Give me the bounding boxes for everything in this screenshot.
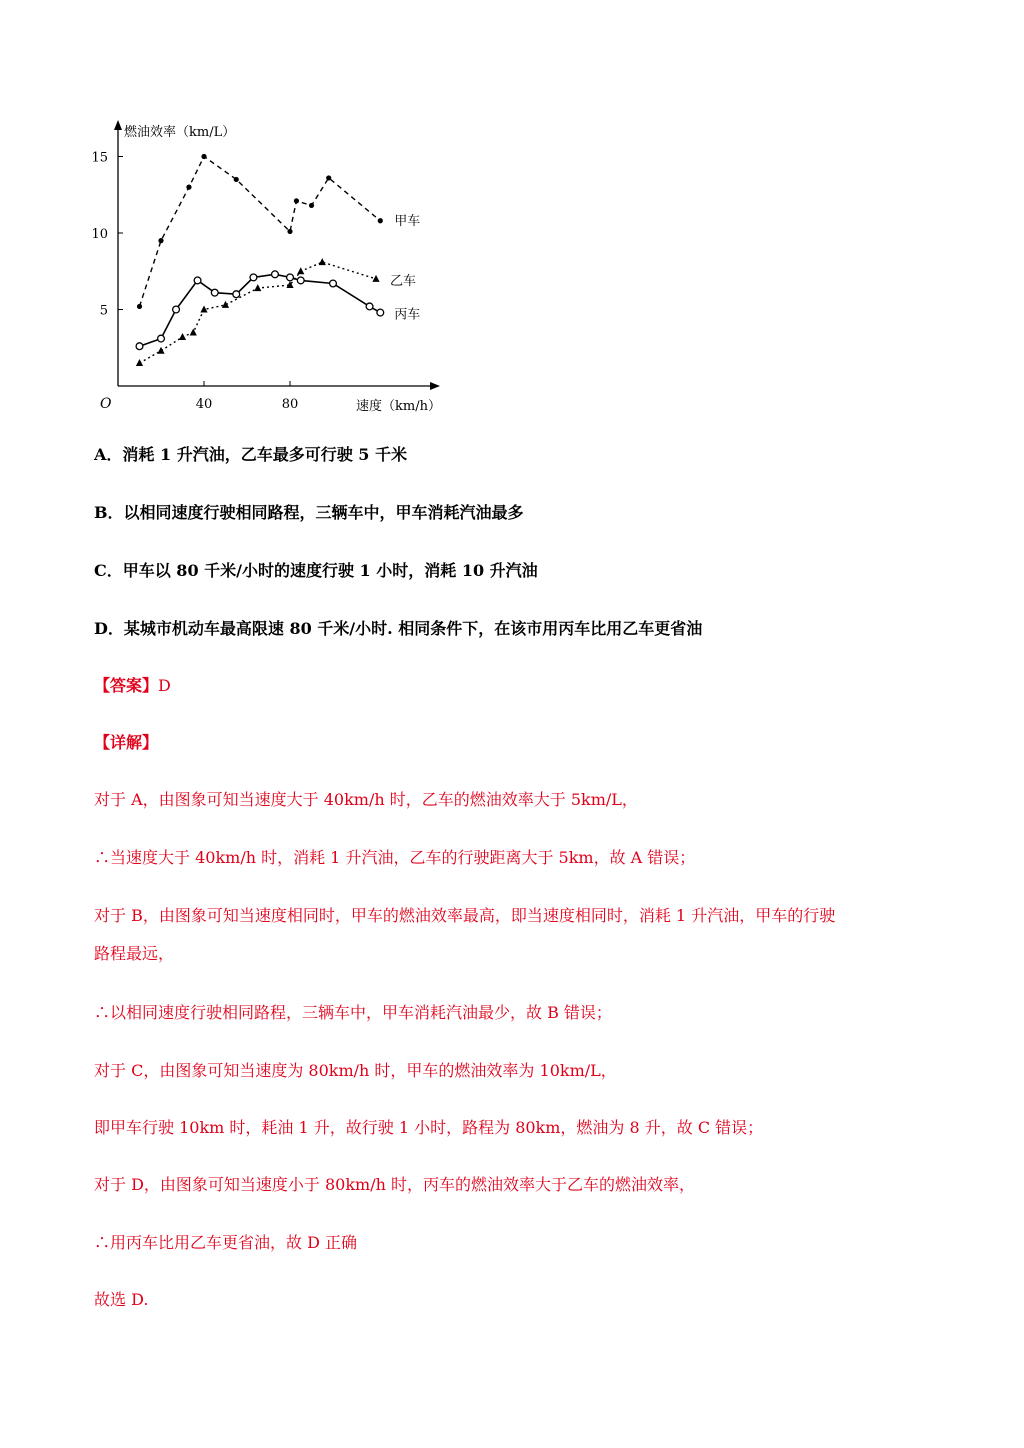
x-tick-label-80: 80 xyxy=(281,397,299,412)
x-axis-arrow xyxy=(430,382,440,390)
explain-line-9: ∴用丙车比用乙车更省油，故 D 正确 xyxy=(94,1233,358,1252)
series-1-point-5 xyxy=(222,301,229,308)
series-1 xyxy=(136,258,380,366)
series-0-point-9 xyxy=(378,218,383,223)
series-name-1: 乙车 xyxy=(390,273,417,289)
series-0-point-5 xyxy=(287,229,292,234)
answer-label: 【答案】 xyxy=(94,676,159,695)
series-2-point-7 xyxy=(272,271,279,278)
answer-line xyxy=(94,676,171,696)
series-2-point-12 xyxy=(377,309,384,316)
series-1-point-8 xyxy=(297,267,304,274)
series-2 xyxy=(136,271,384,350)
axes xyxy=(114,120,440,390)
fuel-efficiency-chart xyxy=(90,112,450,422)
explain-line-5: ∴以相同速度行驶相同路程，三辆车中，甲车消耗汽油最少，故 B 错误； xyxy=(94,1003,612,1022)
series-2-point-2 xyxy=(173,306,180,313)
series-1-point-9 xyxy=(319,258,326,265)
series-1-point-0 xyxy=(136,359,143,366)
labels-layer xyxy=(91,124,441,414)
x-tick-label-40: 40 xyxy=(195,397,213,412)
series-0-point-2 xyxy=(186,185,191,190)
series-2-point-0 xyxy=(136,343,143,350)
series-0-point-8 xyxy=(326,175,331,180)
origin-label: O xyxy=(100,396,112,412)
series-0-point-0 xyxy=(137,304,142,309)
series-2-point-4 xyxy=(211,289,218,296)
y-axis-label: 燃油效率（km/L） xyxy=(124,125,236,140)
x-axis-label: 速度（km/h） xyxy=(356,399,441,414)
series-1-point-2 xyxy=(179,333,186,340)
series-2-point-10 xyxy=(330,280,337,287)
series-2-point-5 xyxy=(233,291,240,298)
series-0-point-1 xyxy=(158,238,163,243)
explain-label: 【详解】 xyxy=(94,733,159,752)
option-d: D．某城市机动车最高限速 80 千米/小时. 相同条件下，在该市用丙车比用乙车更省油 xyxy=(94,619,703,638)
y-tick-label-15: 15 xyxy=(91,150,108,166)
series-line-0 xyxy=(140,157,381,307)
explain-line-1: 对于 A，由图象可知当速度大于 40km/h 时，乙车的燃油效率大于 5km/L， xyxy=(94,790,638,809)
explain-line-7: 即甲车行驶 10km 时，耗油 1 升，故行驶 1 小时，路程为 80km，燃油为 8 升，故 C 错误； xyxy=(94,1118,764,1137)
series-2-point-1 xyxy=(158,335,165,342)
explain-line-3: 对于 B，由图象可知当速度相同时，甲车的燃油效率最高，即当速度相同时，消耗 1 升汽油，甲车的行驶 xyxy=(94,906,836,925)
y-tick-label-10: 10 xyxy=(91,227,108,242)
option-a: A．消耗 1 升汽油，乙车最多可行驶 5 千米 xyxy=(94,445,407,464)
series-1-point-10 xyxy=(372,275,379,282)
series-0-point-7 xyxy=(309,203,314,208)
series-1-point-4 xyxy=(200,306,207,313)
explain-line-2: ∴当速度大于 40km/h 时，消耗 1 升汽油，乙车的行驶距离大于 5km，故 A 错误； xyxy=(94,848,696,867)
series-2-point-11 xyxy=(366,303,373,310)
series-2-point-8 xyxy=(287,274,294,281)
series-name-0: 甲车 xyxy=(394,213,421,229)
series-1-point-6 xyxy=(254,284,261,291)
series-2-point-6 xyxy=(250,274,257,281)
series-1-point-1 xyxy=(157,347,164,354)
option-b: B．以相同速度行驶相同路程，三辆车中，甲车消耗汽油最多 xyxy=(94,503,524,522)
series-0-point-3 xyxy=(201,154,206,159)
series-layer xyxy=(136,154,384,366)
series-0-point-6 xyxy=(294,198,299,203)
series-name-2: 丙车 xyxy=(394,307,421,323)
explain-line-6: 对于 C，由图象可知当速度为 80km/h 时，甲车的燃油效率为 10km/L， xyxy=(94,1061,617,1080)
series-1-point-3 xyxy=(190,328,197,335)
y-axis-arrow xyxy=(114,120,122,130)
explain-line-4: 路程最远， xyxy=(94,944,175,963)
series-0 xyxy=(137,154,383,309)
explain-line-10: 故选 D. xyxy=(94,1290,149,1309)
series-2-point-3 xyxy=(194,277,201,284)
series-2-point-9 xyxy=(297,277,304,284)
series-0-point-4 xyxy=(234,177,239,182)
explain-line-8: 对于 D，由图象可知当速度小于 80km/h 时，丙车的燃油效率大于乙车的燃油效率， xyxy=(94,1175,696,1194)
answer-value: D xyxy=(158,676,171,695)
y-tick-label-5: 5 xyxy=(99,303,108,319)
option-c: C．甲车以 80 千米/小时的速度行驶 1 小时，消耗 10 升汽油 xyxy=(94,561,538,580)
